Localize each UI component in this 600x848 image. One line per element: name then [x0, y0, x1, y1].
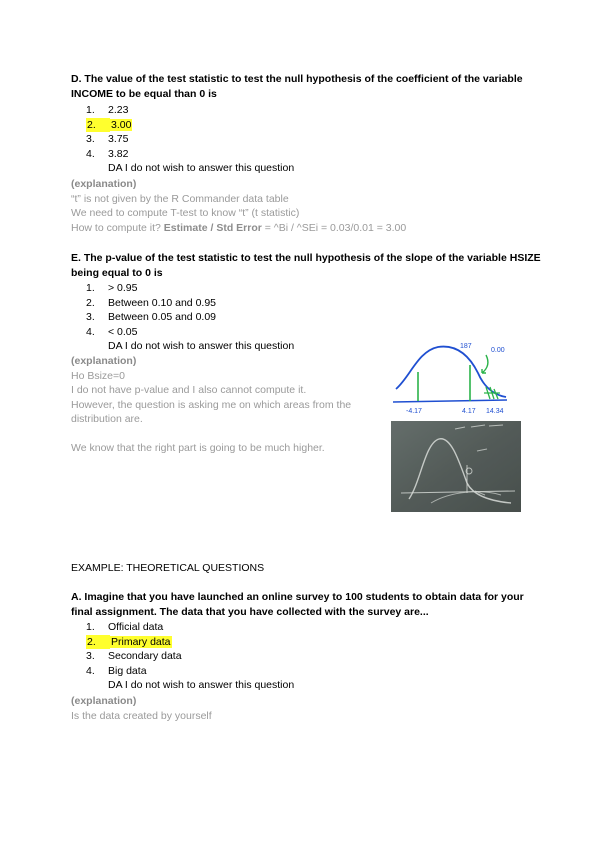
sketch-label-far: 14.34	[486, 408, 504, 415]
sketch-label-left: -4.17	[406, 408, 422, 415]
list-item: 2. Between 0.10 and 0.95	[86, 296, 217, 309]
question-e-title: E. The p-value of the test statistic to test the null hypothesis of the slope of the variable HSIZE being equal to 0 is	[71, 252, 541, 279]
list-item: DA I do not wish to answer this question	[108, 162, 295, 174]
list-item: 4. < 0.05	[86, 325, 138, 338]
question-d-explanation: (explanation) “t” is not given by the R Commander data table We need to compute T-test to know “t” (t statistic) How to compute it? Estimate / Std Error = ^Bi / ^SEi = 0.03/0.01 = 3.00	[71, 178, 407, 234]
list-item: 4. 3.82	[86, 147, 129, 160]
list-item: 1. > 0.95	[86, 282, 138, 294]
list-item: 2. 3.00	[87, 118, 132, 131]
list-item: 3. 3.75	[86, 133, 129, 145]
section-heading: EXAMPLE: THEORETICAL QUESTIONS	[71, 562, 265, 574]
sketch-label-right: 0.00	[491, 347, 505, 354]
question-a-title: A. Imagine that you have launched an online survey to 100 students to obtain data for your final assignment. The data that you have collected with the survey are...	[71, 591, 524, 618]
question-d-options	[86, 103, 294, 176]
list-item: DA I do not wish to answer this question	[108, 679, 295, 691]
list-item: DA I do not wish to answer this question	[108, 340, 295, 352]
list-item: 2. Primary data	[87, 635, 171, 648]
question-e-explanation: (explanation) Ho Bsize=0 I do not have p-value and I also cannot compute it. However, the question is asking me on which areas from the distribution are. We know that the right part is going to be much higher.	[71, 355, 352, 454]
distribution-sketch	[390, 337, 510, 415]
chalkboard-photo	[391, 421, 521, 512]
sketch-label-mid: 4.17	[462, 408, 476, 415]
list-item: 1. Official data	[86, 621, 164, 633]
question-a-explanation: (explanation) Is the data created by yourself	[71, 695, 212, 722]
question-e-options	[86, 281, 294, 354]
question-a-options	[86, 620, 294, 693]
list-item: 4. Big data	[86, 664, 147, 677]
sketch-label-top: 187	[460, 343, 472, 350]
list-item: 3. Between 0.05 and 0.09	[86, 311, 217, 323]
list-item: 3. Secondary data	[86, 650, 182, 662]
list-item: 1. 2.23	[86, 104, 129, 116]
question-d-title: D. The value of the test statistic to test the null hypothesis of the coefficient of the variable INCOME to be equal than 0 is	[71, 73, 523, 100]
